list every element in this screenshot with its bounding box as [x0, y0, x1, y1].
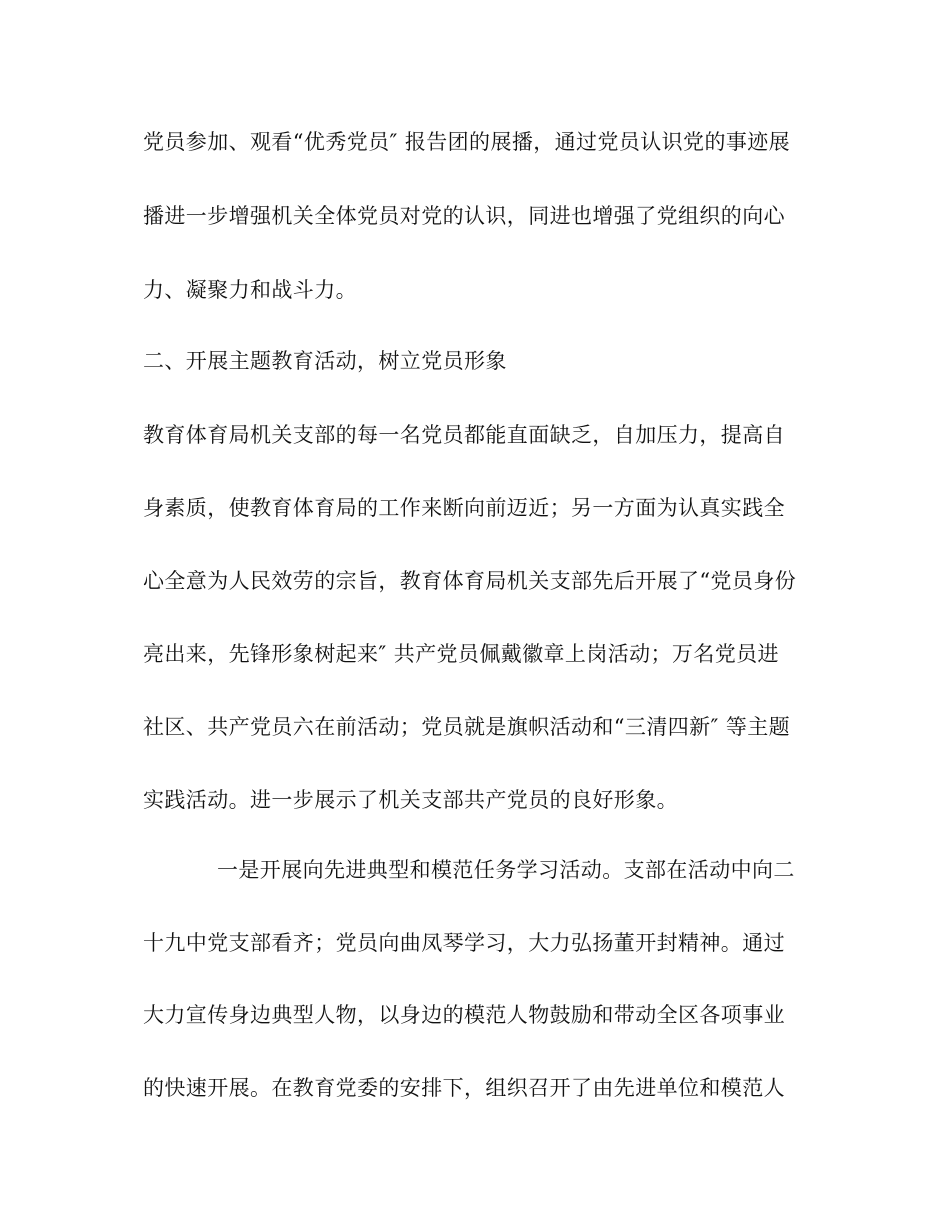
body-line-2: 播进一步增强机关全体党员对党的认识，同进也增强了党组织的向心: [143, 204, 785, 228]
body-line-10: 实践活动。进一步展示了机关支部共产党员的良好形象。: [143, 788, 678, 812]
body-line-13: 大力宣传身边典型人物，以身边的模范人物鼓励和带动全区各项事业: [143, 1003, 785, 1027]
body-line-14: 的快速开展。在教育党委的安排下，组织召开了由先进单位和模范人: [143, 1076, 785, 1100]
body-line-7: 心全意为人民效劳的宗旨，教育体育局机关支部先后开展了“党员身份: [143, 569, 797, 593]
body-line-1: 党员参加、观看“优秀党员″ 报告团的展播，通过党员认识党的事迹展: [143, 130, 791, 154]
body-line-5: 教育体育局机关支部的每一名党员都能直面缺乏，自加压力，提高自: [143, 423, 785, 447]
section-heading: 二、开展主题教育活动，树立党员形象: [143, 349, 507, 373]
paragraph-indented-line: 一是开展向先进典型和模范任务学习活动。支部在活动中向二: [217, 858, 795, 882]
body-line-9: 社区、共产党员六在前活动；党员就是旗帜活动和“三清四新″ 等主题: [143, 715, 791, 739]
body-line-6: 身素质，使教育体育局的工作来断向前迈近；另一方面为认真实践全: [143, 496, 785, 520]
body-line-12: 十九中党支部看齐；党员向曲凤琴学习，大力弘扬董开封精神。通过: [143, 931, 785, 955]
body-line-3: 力、凝聚力和战斗力。: [143, 278, 357, 302]
body-line-8: 亮出来，先锋形象树起来″ 共产党员佩戴徽章上岗活动；万名党员进: [143, 642, 779, 666]
